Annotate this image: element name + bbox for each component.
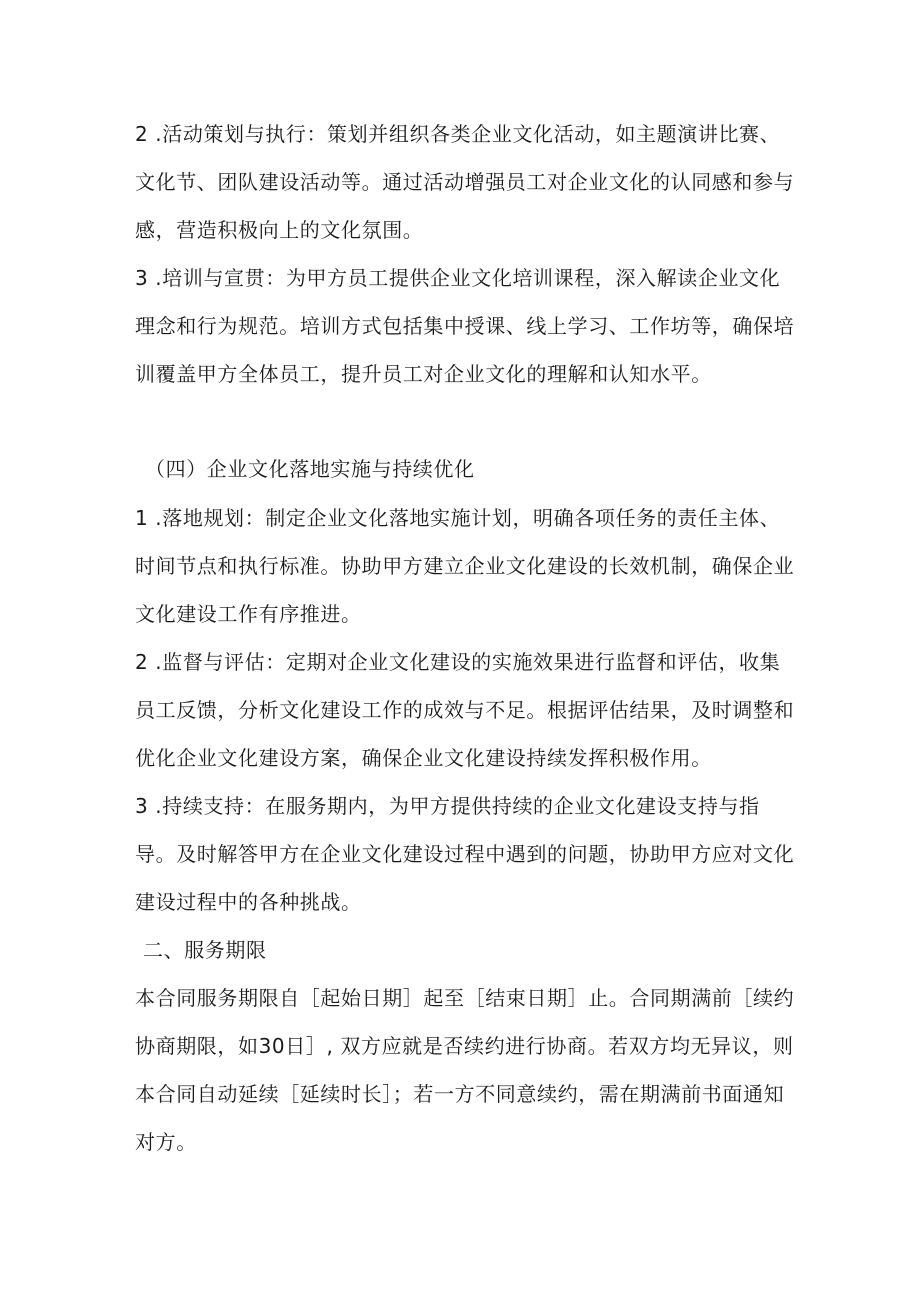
s3-item3-line2: 理念和行为规范。培训方式包括集中授课、线上学习、工作坊等，确保培 bbox=[135, 314, 795, 338]
section-four-heading: （四）企业文化落地实施与持续优化 bbox=[145, 457, 475, 481]
s4-item1-line3: 文化建设工作有序推进。 bbox=[135, 602, 362, 626]
s3-item2-line3: 感，营造积极向上的文化氛围。 bbox=[135, 218, 424, 242]
s4-item2-line3: 优化企业文化建设方案，确保企业文化建设持续发挥积极作用。 bbox=[135, 746, 712, 770]
s3-item3-line3: 训覆盖甲方全体员工，提升员工对企业文化的理解和认知水平。 bbox=[135, 362, 712, 386]
s4-item2-line1: 2 .监督与评估：定期对企业文化建设的实施效果进行监督和评估，收集 bbox=[135, 650, 781, 674]
service-term-heading: 二、服务期限 bbox=[143, 938, 267, 962]
s4-item3-line1: 3 .持续支持：在服务期内，为甲方提供持续的企业文化建设支持与指 bbox=[135, 794, 760, 818]
s4-item1-line1: 1 .落地规划：制定企业文化落地实施计划，明确各项任务的责任主体、 bbox=[135, 506, 781, 530]
service-term-line4: 对方。 bbox=[135, 1130, 197, 1154]
s3-item2-line2: 文化节、团队建设活动等。通过活动增强员工对企业文化的认同感和参与 bbox=[135, 170, 795, 194]
service-term-line2: 协商期限，如30日］, 双方应就是否续约进行协商。若双方均无异议，则 bbox=[135, 1034, 794, 1058]
service-term-line1: 本合同服务期限自［起始日期］起至［结束日期］止。合同期满前［续约 bbox=[135, 986, 795, 1010]
s4-item3-line3: 建设过程中的各种挑战。 bbox=[135, 890, 362, 914]
s4-item1-line2: 时间节点和执行标准。协助甲方建立企业文化建设的长效机制，确保企业 bbox=[135, 554, 795, 578]
s4-item2-line2: 员工反馈，分析文化建设工作的成效与不足。根据评估结果，及时调整和 bbox=[135, 698, 795, 722]
service-term-line3: 本合同自动延续［延续时长］；若一方不同意续约，需在期满前书面通知 bbox=[135, 1082, 785, 1106]
s4-item3-line2: 导。及时解答甲方在企业文化建设过程中遇到的问题，协助甲方应对文化 bbox=[135, 842, 795, 866]
s3-item3-line1: 3 .培训与宣贯：为甲方员工提供企业文化培训课程，深入解读企业文化 bbox=[135, 266, 781, 290]
s3-item2-line1: 2 .活动策划与执行：策划并组织各类企业文化活动，如主题演讲比赛、 bbox=[135, 122, 781, 146]
